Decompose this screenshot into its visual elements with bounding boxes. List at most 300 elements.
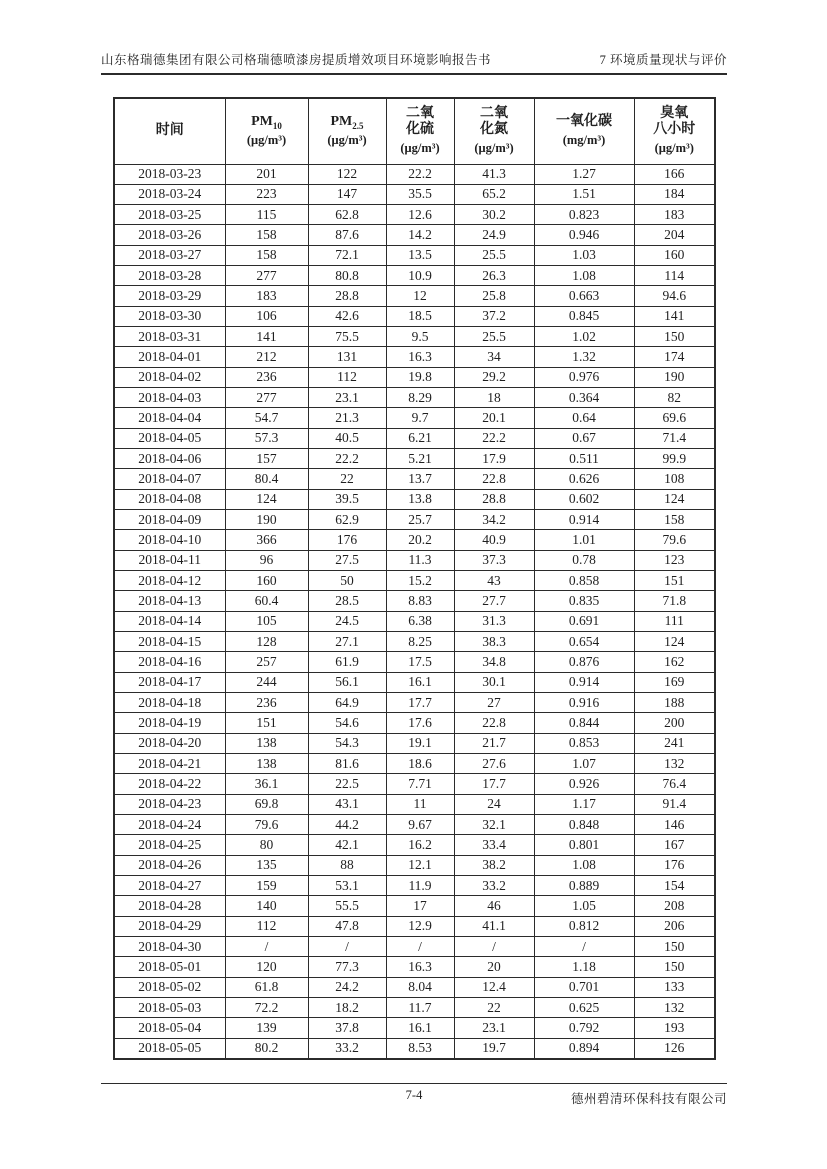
date-cell: 2018-04-25 [114, 835, 225, 855]
page-header [101, 52, 727, 75]
value-cell: 0.914 [534, 672, 634, 692]
value-cell: 16.1 [386, 1018, 454, 1038]
value-cell: 111 [634, 611, 715, 631]
value-cell: 0.801 [534, 835, 634, 855]
value-cell: 42.1 [308, 835, 386, 855]
value-cell: 212 [225, 347, 308, 367]
value-cell: 11 [386, 794, 454, 814]
value-cell: 37.8 [308, 1018, 386, 1038]
value-cell: 12.9 [386, 916, 454, 936]
column-header [634, 98, 715, 164]
value-cell: 65.2 [454, 184, 534, 204]
value-cell: 57.3 [225, 428, 308, 448]
value-cell: 79.6 [634, 530, 715, 550]
table-row [114, 1038, 715, 1059]
table-row [114, 774, 715, 794]
value-cell: 22.2 [308, 449, 386, 469]
date-cell: 2018-04-11 [114, 550, 225, 570]
table-row [114, 571, 715, 591]
value-cell: 1.01 [534, 530, 634, 550]
date-cell: 2018-04-22 [114, 774, 225, 794]
value-cell: 257 [225, 652, 308, 672]
value-cell: 30.1 [454, 672, 534, 692]
value-cell: 21.3 [308, 408, 386, 428]
value-cell: 122 [308, 164, 386, 184]
value-cell: 0.823 [534, 205, 634, 225]
value-cell: 200 [634, 713, 715, 733]
value-cell: 132 [634, 997, 715, 1017]
value-cell: 16.3 [386, 347, 454, 367]
date-cell: 2018-04-12 [114, 571, 225, 591]
date-cell: 2018-04-04 [114, 408, 225, 428]
value-cell: 25.5 [454, 245, 534, 265]
date-cell: 2018-04-23 [114, 794, 225, 814]
table-row [114, 977, 715, 997]
table-row [114, 652, 715, 672]
value-cell: 9.67 [386, 815, 454, 835]
value-cell: 0.894 [534, 1038, 634, 1059]
value-cell: 37.3 [454, 550, 534, 570]
value-cell: 193 [634, 1018, 715, 1038]
value-cell: 167 [634, 835, 715, 855]
value-cell: 8.53 [386, 1038, 454, 1059]
table-row [114, 306, 715, 326]
value-cell: 80.8 [308, 266, 386, 286]
value-cell: 8.83 [386, 591, 454, 611]
value-cell: / [534, 936, 634, 956]
column-header [386, 98, 454, 164]
value-cell: 13.5 [386, 245, 454, 265]
value-cell: 12.1 [386, 855, 454, 875]
value-cell: 80.2 [225, 1038, 308, 1059]
table-row [114, 896, 715, 916]
value-cell: 30.2 [454, 205, 534, 225]
value-cell: 176 [634, 855, 715, 875]
date-cell: 2018-04-16 [114, 652, 225, 672]
value-cell: 17.9 [454, 449, 534, 469]
value-cell: 105 [225, 611, 308, 631]
date-cell: 2018-03-29 [114, 286, 225, 306]
air-quality-table [113, 97, 716, 1060]
value-cell: 32.1 [454, 815, 534, 835]
value-cell: 115 [225, 205, 308, 225]
value-cell: 47.8 [308, 916, 386, 936]
value-cell: 33.4 [454, 835, 534, 855]
value-cell: 24.2 [308, 977, 386, 997]
value-cell: 99.9 [634, 449, 715, 469]
value-cell: 23.1 [454, 1018, 534, 1038]
value-cell: 138 [225, 733, 308, 753]
value-cell: 0.701 [534, 977, 634, 997]
table-row [114, 164, 715, 184]
value-cell: 94.6 [634, 286, 715, 306]
column-unit: (μg/m³) [654, 141, 694, 156]
column-title: 二氧 化氮 [480, 106, 508, 138]
header-rule [101, 73, 727, 75]
table-row [114, 733, 715, 753]
value-cell: 106 [225, 306, 308, 326]
date-cell: 2018-03-27 [114, 245, 225, 265]
value-cell: 1.51 [534, 184, 634, 204]
table-row [114, 835, 715, 855]
value-cell: 19.1 [386, 733, 454, 753]
doc-title-right: 7 环境质量现状与评价 [599, 53, 727, 67]
value-cell: 24.5 [308, 611, 386, 631]
table-row [114, 347, 715, 367]
value-cell: 62.8 [308, 205, 386, 225]
column-title: $PM_{10}$ [251, 114, 282, 132]
value-cell: 190 [634, 367, 715, 387]
value-cell: 28.8 [308, 286, 386, 306]
value-cell: 76.4 [634, 774, 715, 794]
table-row [114, 225, 715, 245]
date-cell: 2018-04-21 [114, 754, 225, 774]
value-cell: 150 [634, 957, 715, 977]
value-cell: 20.1 [454, 408, 534, 428]
value-cell: 108 [634, 469, 715, 489]
value-cell: 19.7 [454, 1038, 534, 1059]
value-cell: 17.7 [386, 693, 454, 713]
page-number: 7-4 [405, 1088, 423, 1102]
date-cell: 2018-04-02 [114, 367, 225, 387]
value-cell: 112 [225, 916, 308, 936]
table-row [114, 327, 715, 347]
table-row [114, 489, 715, 509]
value-cell: 0.858 [534, 571, 634, 591]
table-row [114, 184, 715, 204]
value-cell: 7.71 [386, 774, 454, 794]
date-cell: 2018-04-05 [114, 428, 225, 448]
value-cell: 27.6 [454, 754, 534, 774]
value-cell: 188 [634, 693, 715, 713]
value-cell: 0.654 [534, 632, 634, 652]
value-cell: 62.9 [308, 510, 386, 530]
value-cell: 41.1 [454, 916, 534, 936]
value-cell: 157 [225, 449, 308, 469]
date-cell: 2018-04-18 [114, 693, 225, 713]
value-cell: 80 [225, 835, 308, 855]
value-cell: 11.3 [386, 550, 454, 570]
value-cell: 1.08 [534, 855, 634, 875]
column-header [308, 98, 386, 164]
value-cell: 190 [225, 510, 308, 530]
value-cell: 139 [225, 1018, 308, 1038]
value-cell: 33.2 [308, 1038, 386, 1059]
table-row [114, 591, 715, 611]
value-cell: 55.5 [308, 896, 386, 916]
value-cell: 87.6 [308, 225, 386, 245]
table-row [114, 245, 715, 265]
date-cell: 2018-04-01 [114, 347, 225, 367]
value-cell: 0.364 [534, 388, 634, 408]
value-cell: 38.2 [454, 855, 534, 875]
column-unit: (mg/m³) [562, 133, 606, 148]
date-cell: 2018-03-31 [114, 327, 225, 347]
table-row [114, 469, 715, 489]
value-cell: 56.1 [308, 672, 386, 692]
table-row [114, 754, 715, 774]
value-cell: 1.27 [534, 164, 634, 184]
value-cell: 16.3 [386, 957, 454, 977]
value-cell: 206 [634, 916, 715, 936]
value-cell: 146 [634, 815, 715, 835]
value-cell: 11.7 [386, 997, 454, 1017]
table-row [114, 449, 715, 469]
value-cell: 1.32 [534, 347, 634, 367]
value-cell: 21.7 [454, 733, 534, 753]
value-cell: 183 [225, 286, 308, 306]
value-cell: 28.5 [308, 591, 386, 611]
value-cell: 138 [225, 754, 308, 774]
value-cell: 1.17 [534, 794, 634, 814]
value-cell: 1.08 [534, 266, 634, 286]
value-cell: 61.8 [225, 977, 308, 997]
column-header [454, 98, 534, 164]
value-cell: 0.976 [534, 367, 634, 387]
value-cell: 64.9 [308, 693, 386, 713]
value-cell: 1.18 [534, 957, 634, 977]
value-cell: 184 [634, 184, 715, 204]
value-cell: 35.5 [386, 184, 454, 204]
value-cell: 132 [634, 754, 715, 774]
value-cell: 54.6 [308, 713, 386, 733]
value-cell: 72.2 [225, 997, 308, 1017]
value-cell: 241 [634, 733, 715, 753]
value-cell: 22.5 [308, 774, 386, 794]
value-cell: 1.02 [534, 327, 634, 347]
column-header [114, 98, 225, 164]
value-cell: 69.8 [225, 794, 308, 814]
table-row [114, 713, 715, 733]
value-cell: 128 [225, 632, 308, 652]
value-cell: 176 [308, 530, 386, 550]
value-cell: 12 [386, 286, 454, 306]
value-cell: 20.2 [386, 530, 454, 550]
value-cell: 8.04 [386, 977, 454, 997]
value-cell: 22.2 [454, 428, 534, 448]
column-title: 二氧 化硫 [406, 106, 434, 138]
value-cell: 27 [454, 693, 534, 713]
value-cell: 39.5 [308, 489, 386, 509]
value-cell: 0.916 [534, 693, 634, 713]
value-cell: 12.6 [386, 205, 454, 225]
value-cell: 208 [634, 896, 715, 916]
date-cell: 2018-05-04 [114, 1018, 225, 1038]
value-cell: 53.1 [308, 875, 386, 895]
value-cell: 40.5 [308, 428, 386, 448]
date-cell: 2018-04-14 [114, 611, 225, 631]
value-cell: 43 [454, 571, 534, 591]
table-row [114, 388, 715, 408]
value-cell: 40.9 [454, 530, 534, 550]
value-cell: 112 [308, 367, 386, 387]
value-cell: 0.845 [534, 306, 634, 326]
value-cell: / [308, 936, 386, 956]
value-cell: / [386, 936, 454, 956]
table-header-row [114, 98, 715, 164]
column-unit: (μg/m³) [474, 141, 514, 156]
value-cell: 126 [634, 1038, 715, 1059]
value-cell: 13.7 [386, 469, 454, 489]
date-cell: 2018-05-01 [114, 957, 225, 977]
value-cell: 158 [225, 225, 308, 245]
value-cell: 27.5 [308, 550, 386, 570]
date-cell: 2018-04-27 [114, 875, 225, 895]
date-cell: 2018-04-03 [114, 388, 225, 408]
column-header [225, 98, 308, 164]
column-title: 臭氧 八小时 [653, 106, 696, 138]
date-cell: 2018-04-08 [114, 489, 225, 509]
value-cell: 13.8 [386, 489, 454, 509]
value-cell: 91.4 [634, 794, 715, 814]
date-cell: 2018-04-09 [114, 510, 225, 530]
value-cell: 77.3 [308, 957, 386, 977]
value-cell: 69.6 [634, 408, 715, 428]
column-header [534, 98, 634, 164]
value-cell: 71.8 [634, 591, 715, 611]
value-cell: / [454, 936, 534, 956]
date-cell: 2018-03-25 [114, 205, 225, 225]
value-cell: 96 [225, 550, 308, 570]
footer-rule [101, 1083, 727, 1084]
value-cell: 18 [454, 388, 534, 408]
date-cell: 2018-03-24 [114, 184, 225, 204]
value-cell: 0.914 [534, 510, 634, 530]
date-cell: 2018-05-02 [114, 977, 225, 997]
value-cell: 0.835 [534, 591, 634, 611]
value-cell: 277 [225, 388, 308, 408]
column-unit: (μg/m³) [327, 133, 367, 148]
table-container [113, 97, 716, 1060]
value-cell: 20 [454, 957, 534, 977]
value-cell: 0.848 [534, 815, 634, 835]
value-cell: 15.2 [386, 571, 454, 591]
value-cell: 154 [634, 875, 715, 895]
value-cell: 159 [225, 875, 308, 895]
table-row [114, 530, 715, 550]
value-cell: 5.21 [386, 449, 454, 469]
value-cell: 0.889 [534, 875, 634, 895]
value-cell: 71.4 [634, 428, 715, 448]
value-cell: 0.64 [534, 408, 634, 428]
value-cell: 25.8 [454, 286, 534, 306]
value-cell: 18.2 [308, 997, 386, 1017]
value-cell: 141 [634, 306, 715, 326]
value-cell: 75.5 [308, 327, 386, 347]
value-cell: 79.6 [225, 815, 308, 835]
date-cell: 2018-04-30 [114, 936, 225, 956]
value-cell: 8.29 [386, 388, 454, 408]
table-row [114, 794, 715, 814]
value-cell: 12.4 [454, 977, 534, 997]
value-cell: 0.853 [534, 733, 634, 753]
table-row [114, 1018, 715, 1038]
value-cell: 24.9 [454, 225, 534, 245]
value-cell: 124 [225, 489, 308, 509]
value-cell: 72.1 [308, 245, 386, 265]
value-cell: 25.7 [386, 510, 454, 530]
value-cell: 201 [225, 164, 308, 184]
date-cell: 2018-04-17 [114, 672, 225, 692]
value-cell: 236 [225, 367, 308, 387]
value-cell: 9.7 [386, 408, 454, 428]
column-title: $PM_{2.5}$ [330, 114, 364, 132]
value-cell: 37.2 [454, 306, 534, 326]
value-cell: 158 [634, 510, 715, 530]
value-cell: 174 [634, 347, 715, 367]
value-cell: 22 [454, 997, 534, 1017]
value-cell: 81.6 [308, 754, 386, 774]
value-cell: 244 [225, 672, 308, 692]
value-cell: 16.2 [386, 835, 454, 855]
value-cell: 42.6 [308, 306, 386, 326]
value-cell: 29.2 [454, 367, 534, 387]
value-cell: 41.3 [454, 164, 534, 184]
table-row [114, 957, 715, 977]
value-cell: 31.3 [454, 611, 534, 631]
value-cell: 147 [308, 184, 386, 204]
value-cell: 0.511 [534, 449, 634, 469]
value-cell: 54.7 [225, 408, 308, 428]
value-cell: 160 [225, 571, 308, 591]
table-row [114, 205, 715, 225]
value-cell: 0.844 [534, 713, 634, 733]
table-row [114, 997, 715, 1017]
value-cell: 133 [634, 977, 715, 997]
date-cell: 2018-03-28 [114, 266, 225, 286]
column-unit: (μg/m³) [400, 141, 440, 156]
date-cell: 2018-05-03 [114, 997, 225, 1017]
value-cell: 17.5 [386, 652, 454, 672]
value-cell: 0.625 [534, 997, 634, 1017]
value-cell: 158 [225, 245, 308, 265]
doc-title-left: 山东格瑞德集团有限公司格瑞德喷漆房提质增效项目环境影响报告书 [101, 53, 492, 67]
value-cell: 124 [634, 489, 715, 509]
value-cell: 60.4 [225, 591, 308, 611]
value-cell: 19.8 [386, 367, 454, 387]
value-cell: 1.07 [534, 754, 634, 774]
value-cell: 33.2 [454, 875, 534, 895]
value-cell: 1.05 [534, 896, 634, 916]
value-cell: 17.7 [454, 774, 534, 794]
value-cell: 0.663 [534, 286, 634, 306]
value-cell: 123 [634, 550, 715, 570]
date-cell: 2018-04-06 [114, 449, 225, 469]
value-cell: 27.7 [454, 591, 534, 611]
value-cell: 0.78 [534, 550, 634, 570]
table-row [114, 510, 715, 530]
value-cell: 150 [634, 936, 715, 956]
value-cell: 22.8 [454, 713, 534, 733]
value-cell: 0.926 [534, 774, 634, 794]
value-cell: 34.2 [454, 510, 534, 530]
table-row [114, 916, 715, 936]
date-cell: 2018-05-05 [114, 1038, 225, 1059]
date-cell: 2018-04-07 [114, 469, 225, 489]
value-cell: 183 [634, 205, 715, 225]
table-row [114, 693, 715, 713]
date-cell: 2018-04-10 [114, 530, 225, 550]
value-cell: 61.9 [308, 652, 386, 672]
value-cell: 6.38 [386, 611, 454, 631]
value-cell: 114 [634, 266, 715, 286]
value-cell: 22.2 [386, 164, 454, 184]
table-row [114, 855, 715, 875]
value-cell: 151 [634, 571, 715, 591]
value-cell: 8.25 [386, 632, 454, 652]
date-cell: 2018-03-26 [114, 225, 225, 245]
value-cell: 6.21 [386, 428, 454, 448]
